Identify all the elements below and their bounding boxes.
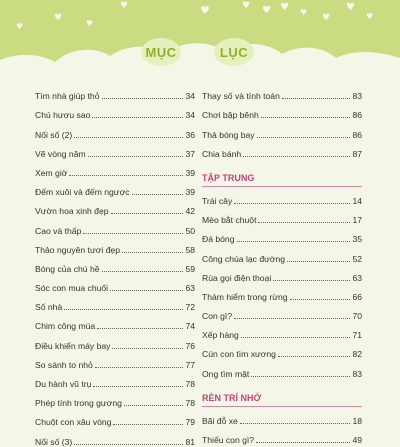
page-title-left — [141, 38, 181, 66]
toc-entry-title: Số nhà — [35, 302, 63, 313]
toc-entry-title: Tìm nhà giúp thỏ — [35, 91, 100, 102]
toc-entry-title: Nối số (3) — [35, 436, 73, 447]
toc-entry[interactable] — [202, 359, 362, 378]
dot-leader — [261, 117, 351, 118]
toc-entry[interactable] — [202, 340, 362, 359]
toc-entry-title: Đá bóng — [202, 234, 235, 245]
toc-entry[interactable] — [202, 101, 362, 120]
dot-leader — [234, 318, 350, 319]
toc-entry[interactable] — [202, 302, 362, 321]
toc-entry[interactable] — [202, 283, 362, 302]
dot-leader — [102, 98, 184, 99]
toc-entry-page: 50 — [185, 225, 195, 236]
toc-entry-title: Chia bánh — [202, 148, 242, 159]
dot-leader — [83, 233, 183, 234]
heart-icon: ♥ — [16, 22, 24, 31]
toc-entry-title: Điều khiển máy bay — [35, 340, 111, 351]
section-focus — [202, 165, 362, 187]
heart-icon: ♥ — [322, 13, 331, 23]
dot-leader — [273, 280, 350, 281]
dot-leader — [240, 423, 351, 424]
toc-entry-title: Con gì? — [202, 311, 233, 322]
dot-leader — [282, 98, 351, 99]
toc-column-left — [35, 82, 195, 447]
dot-leader — [287, 261, 350, 262]
toc-entry[interactable] — [35, 255, 195, 274]
toc-entry-page: 83 — [352, 368, 362, 379]
toc-entry[interactable] — [35, 197, 195, 216]
toc-entry-title: Đếm xuôi và đếm ngược — [35, 187, 130, 198]
toc-entry[interactable] — [202, 82, 362, 101]
toc-entry[interactable] — [202, 187, 362, 206]
page-title-text: MỤC — [145, 44, 177, 60]
toc-entry-page: 35 — [352, 234, 362, 245]
dot-leader — [257, 137, 351, 138]
toc-entry-page: 74 — [185, 321, 195, 332]
heart-icon: ♥ — [280, 2, 289, 13]
toc-entry-title: Bãi đỗ xe — [202, 415, 238, 426]
toc-entry[interactable] — [35, 159, 195, 178]
toc-entry-title: Bóng của chú hề — [35, 263, 100, 274]
toc-entry[interactable] — [35, 370, 195, 389]
section-heading: TẬP TRUNG — [202, 172, 255, 183]
toc-entry-page: 34 — [185, 110, 195, 121]
toc-entry-page: 87 — [352, 148, 362, 159]
toc-entry-page: 78 — [185, 398, 195, 409]
toc-entry[interactable] — [35, 120, 195, 139]
toc-entry-page: 77 — [185, 359, 195, 370]
dot-leader — [102, 271, 184, 272]
toc-entry[interactable] — [35, 427, 195, 446]
heart-icon: ♥ — [262, 5, 271, 16]
toc-column-right — [202, 82, 362, 445]
dot-leader — [124, 405, 184, 406]
dot-leader — [113, 424, 183, 425]
toc-entry-title: Chuột con xâu vòng — [35, 417, 112, 428]
dot-leader — [88, 156, 184, 157]
dot-leader — [97, 328, 183, 329]
heart-icon: ♥ — [120, 1, 129, 11]
dot-leader — [243, 156, 350, 157]
heart-icon: ♥ — [300, 8, 308, 17]
toc-entry-title: Mèo bắt chuột — [202, 215, 257, 226]
toc-entry[interactable] — [35, 408, 195, 427]
toc-entry[interactable] — [35, 140, 195, 159]
toc-entry-page: 49 — [352, 435, 362, 445]
heart-icon: ♥ — [54, 13, 63, 23]
dot-leader — [64, 309, 183, 310]
toc-entry-page: 37 — [185, 148, 195, 159]
dot-leader — [256, 442, 350, 443]
section-heading: RÈN TRÍ NHỚ — [202, 392, 262, 403]
toc-entry[interactable] — [202, 206, 362, 225]
toc-entry[interactable] — [202, 244, 362, 263]
dot-leader — [258, 222, 350, 223]
toc-entry[interactable] — [202, 264, 362, 283]
toc-entry-title: Sóc con mua chuối — [35, 283, 109, 294]
toc-entry-page: 14 — [352, 195, 362, 206]
toc-entry-title: Rùa gọi điện thoại — [202, 272, 272, 283]
toc-entry-page: 18 — [352, 415, 362, 426]
toc-entry[interactable] — [35, 101, 195, 120]
toc-entry-page: 79 — [185, 417, 195, 428]
toc-entry[interactable] — [202, 120, 362, 139]
toc-entry-title: Xem giờ — [35, 167, 68, 178]
dot-leader — [92, 117, 183, 118]
dot-leader — [251, 376, 350, 377]
toc-entry-title: Vẽ vòng năm — [35, 148, 86, 159]
toc-entry-title: Thám hiểm trong rừng — [202, 291, 288, 302]
toc-entry-page: 83 — [352, 91, 362, 102]
dot-leader — [74, 444, 183, 445]
section-memory — [202, 385, 362, 407]
page-title-right — [214, 38, 254, 66]
toc-entry-page: 63 — [185, 283, 195, 294]
dot-leader — [241, 337, 351, 338]
toc-entry-page: 36 — [185, 129, 195, 140]
toc-entry-page: 63 — [352, 272, 362, 283]
dot-leader — [122, 252, 183, 253]
heart-icon: ♥ — [200, 4, 210, 17]
dot-leader — [111, 213, 184, 214]
toc-entry-page: 86 — [352, 110, 362, 121]
dot-leader — [112, 348, 183, 349]
toc-entry[interactable] — [202, 140, 362, 159]
dot-leader — [69, 175, 183, 176]
heart-icon: ♥ — [86, 19, 94, 28]
heart-icon: ♥ — [346, 2, 355, 13]
toc-entry[interactable] — [35, 82, 195, 101]
toc-entry-title: Chơi bập bênh — [202, 110, 259, 121]
toc-entry-title: Cao và thấp — [35, 225, 82, 236]
dot-leader — [110, 290, 183, 291]
toc-entry[interactable] — [202, 407, 362, 426]
toc-entry-page: 52 — [352, 253, 362, 264]
dot-leader — [278, 356, 350, 357]
toc-entry[interactable] — [35, 312, 195, 331]
toc-entry[interactable] — [202, 426, 362, 445]
toc-entry[interactable] — [35, 274, 195, 293]
toc-entry[interactable] — [35, 293, 195, 312]
toc-entry-page: 66 — [352, 291, 362, 302]
toc-entry-page: 86 — [352, 129, 362, 140]
toc-entry[interactable] — [35, 389, 195, 408]
toc-entry-title: Phép tính trong gương — [35, 398, 122, 409]
toc-entry-page: 71 — [352, 330, 362, 341]
toc-entry-title: Thay số và tính toán — [202, 91, 280, 102]
toc-entry-page: 70 — [352, 311, 362, 322]
toc-entry-page: 42 — [185, 206, 195, 217]
toc-entry-page: 78 — [185, 379, 195, 389]
toc-entry-page: 72 — [185, 302, 195, 313]
toc-entry-page: 17 — [352, 215, 362, 226]
toc-entry-page: 39 — [185, 167, 195, 178]
toc-entry-page: 76 — [185, 340, 195, 351]
toc-entry-title: Chú hươu sao — [35, 110, 91, 121]
dot-leader — [132, 194, 184, 195]
toc-entry[interactable] — [35, 216, 195, 235]
toc-entry[interactable] — [202, 321, 362, 340]
toc-entry-page: 34 — [185, 91, 195, 102]
toc-entry-title: Trái cây — [202, 195, 233, 206]
toc-entry-title: Thiếu con gì? — [202, 435, 255, 445]
toc-entry[interactable] — [35, 236, 195, 255]
toc-entry-page: 58 — [185, 244, 195, 255]
toc-entry-title: Chim công múa — [35, 321, 96, 332]
toc-entry-title: Ong tìm mật — [202, 368, 250, 379]
dot-leader — [234, 203, 350, 204]
toc-entry-title: Xếp hàng — [202, 330, 239, 341]
dot-leader — [237, 241, 351, 242]
toc-entry[interactable] — [202, 225, 362, 244]
dot-leader — [95, 367, 184, 368]
toc-entry[interactable] — [35, 331, 195, 350]
toc-entry-title: Thảo nguyên tươi đẹp — [35, 244, 120, 255]
toc-entry-page: 82 — [352, 349, 362, 360]
toc-entry-page: 59 — [185, 263, 195, 274]
dot-leader — [74, 137, 183, 138]
cloud-edge-decoration — [0, 30, 400, 90]
toc-entry-title: Công chúa lạc đường — [202, 253, 286, 264]
dot-leader — [290, 299, 351, 300]
toc-entry-title: Nối số (2) — [35, 129, 73, 140]
dot-leader — [93, 386, 183, 387]
toc-entry[interactable] — [35, 351, 195, 370]
heart-icon: ♥ — [242, 1, 251, 11]
page-title-text: LỤC — [219, 44, 249, 60]
toc-entry-page: 39 — [185, 187, 195, 198]
toc-entry-page: 81 — [185, 436, 195, 447]
toc-entry-title: So sánh to nhỏ — [35, 359, 93, 370]
heart-icon: ♥ — [366, 12, 374, 21]
toc-entry-title: Cún con tìm xương — [202, 349, 276, 360]
toc-entry-title: Thả bóng bay — [202, 129, 255, 140]
toc-entry-title: Vườn hoa xinh đẹp — [35, 206, 109, 217]
toc-entry[interactable] — [35, 178, 195, 197]
toc-entry-title: Du hành vũ trụ — [35, 379, 92, 389]
